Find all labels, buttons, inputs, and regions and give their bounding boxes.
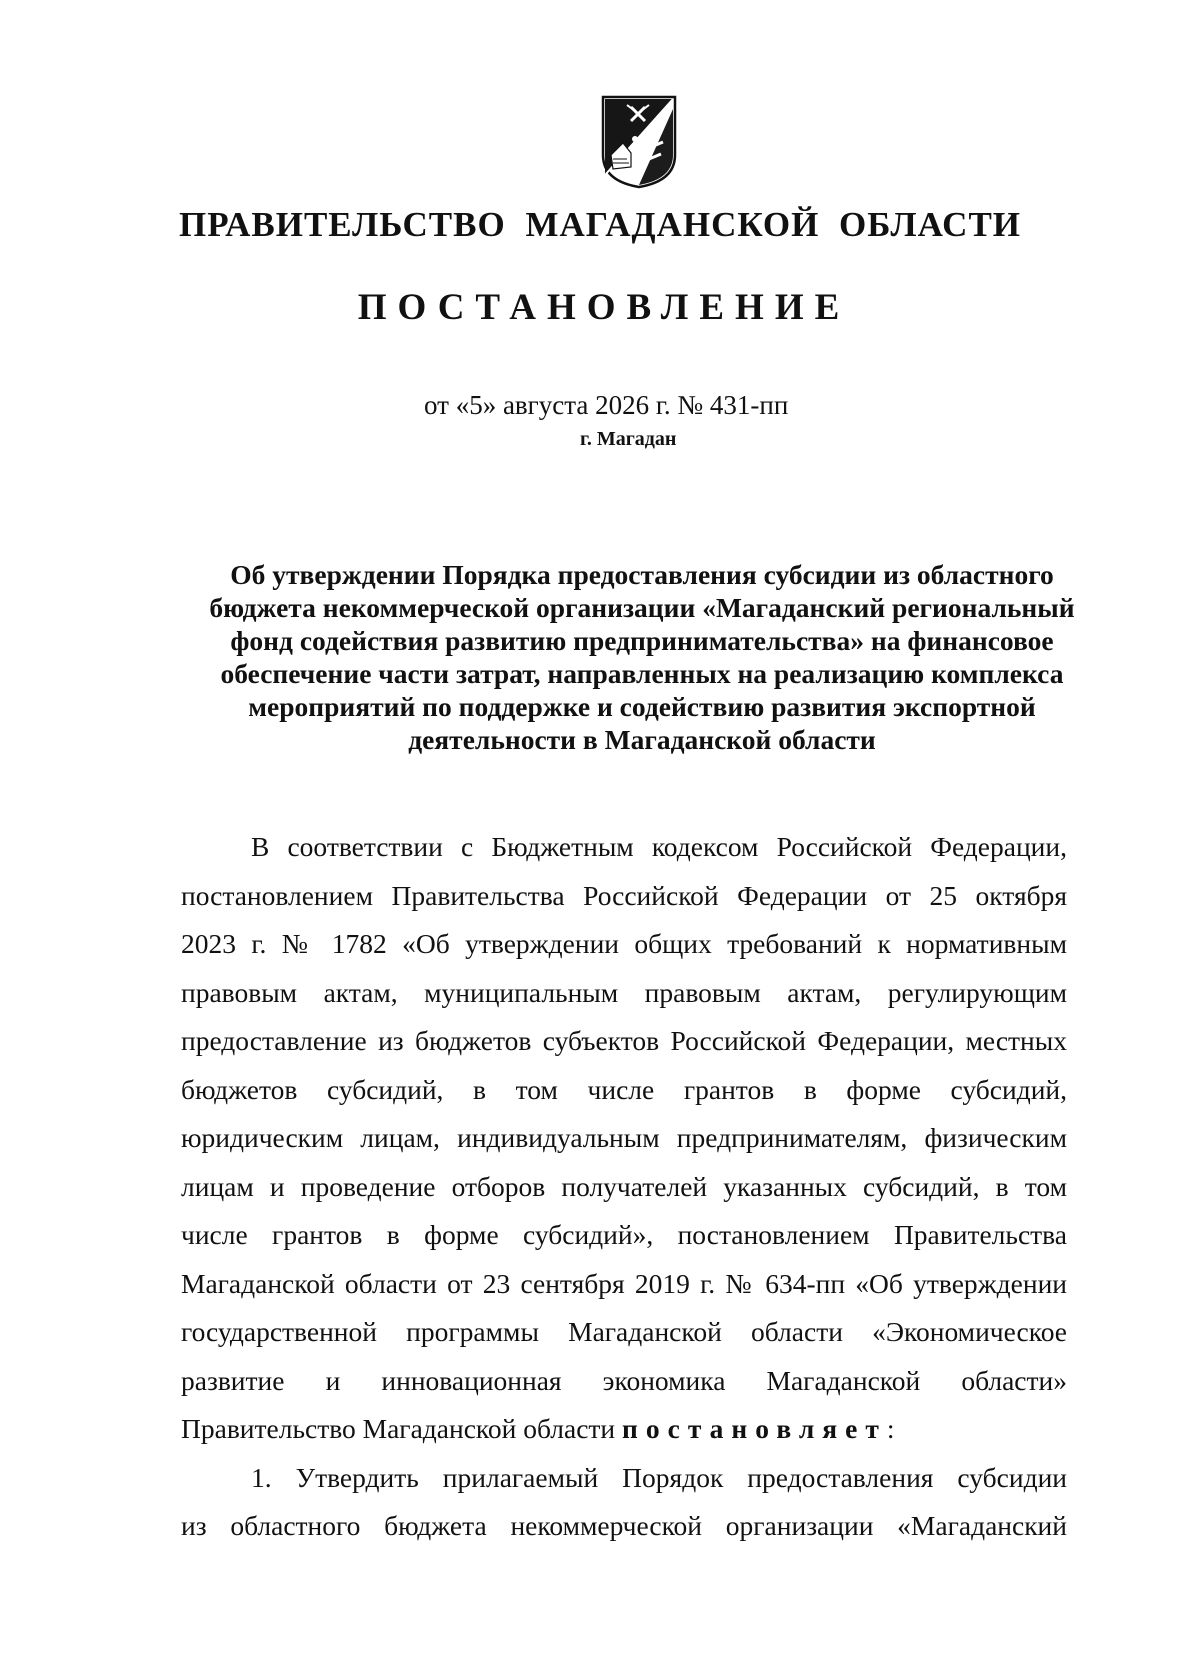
subject-line: бюджета некоммерческой организации «Магаданский региональный [209, 592, 1075, 623]
decree-colon: : [886, 1413, 895, 1444]
subject-line: мероприятий по поддержке и содействию развития экспортной [248, 691, 1036, 722]
subject-line: деятельности в Магаданской области [408, 724, 876, 755]
body-line: числе грантов в форме субсидий», постановлением Правительства [181, 1219, 1067, 1250]
document-body [181, 823, 1067, 1551]
subject-line: Об утверждении Порядка предоставления субсидии из областного [230, 559, 1054, 590]
document-subject [180, 558, 1104, 756]
decree-line [181, 1405, 1067, 1454]
body-line: постановлением Правительства Российской Федерации от 25 октября [181, 879, 1067, 911]
decree-prefix: Правительство Магаданской области [181, 1413, 616, 1444]
subject-line: фонд содействия развитию предпринимательства» на финансовое [230, 625, 1054, 656]
body-line: юридическим лицам, индивидуальным предпринимателям, физическим [181, 1122, 1067, 1153]
body-line: правовым актам, муниципальным правовым актам, регулирующим [181, 976, 1067, 1008]
body-line: предоставление из бюджетов субъектов Российской Федерации, местных [181, 1025, 1067, 1056]
body-line: государственной программы Магаданской области «Экономическое [181, 1316, 1067, 1347]
body-line: 2023 г. № 1782 «Об утверждении общих требований к нормативным [181, 928, 1067, 959]
document-type-title: ПОСТАНОВЛЕНИЕ [357, 287, 851, 328]
body-line: Магаданской области от 23 сентября 2019 г. № 634-пп «Об утверждении [181, 1267, 1067, 1299]
item-1-line: 1. Утвердить прилагаемый Порядок предоставления субсидии [251, 1461, 1067, 1493]
item-1-line: из областного бюджета некоммерческой организации «Магаданский [181, 1510, 1067, 1541]
body-line: В соответствии с Бюджетным кодексом Российской Федерации, [251, 831, 1067, 862]
document-city: г. Магадан [580, 428, 677, 450]
document-date-number: от «5» августа 2026 г. № 431-пп [424, 390, 789, 420]
decree-word: постановляет [622, 1413, 887, 1444]
body-line: развитие и инновационная экономика Магаданской области» [181, 1364, 1067, 1396]
government-title: ПРАВИТЕЛЬСТВО МАГАДАНСКОЙ ОБЛАСТИ [178, 205, 1022, 244]
body-line: бюджетов субсидий, в том числе грантов в форме субсидий, [181, 1073, 1067, 1105]
subject-line: обеспечение части затрат, направленных на реализацию комплекса [220, 658, 1064, 689]
body-line: лицам и проведение отборов получателей указанных субсидий, в том [181, 1170, 1067, 1202]
magadan-region-coat-of-arms-icon [601, 95, 677, 189]
